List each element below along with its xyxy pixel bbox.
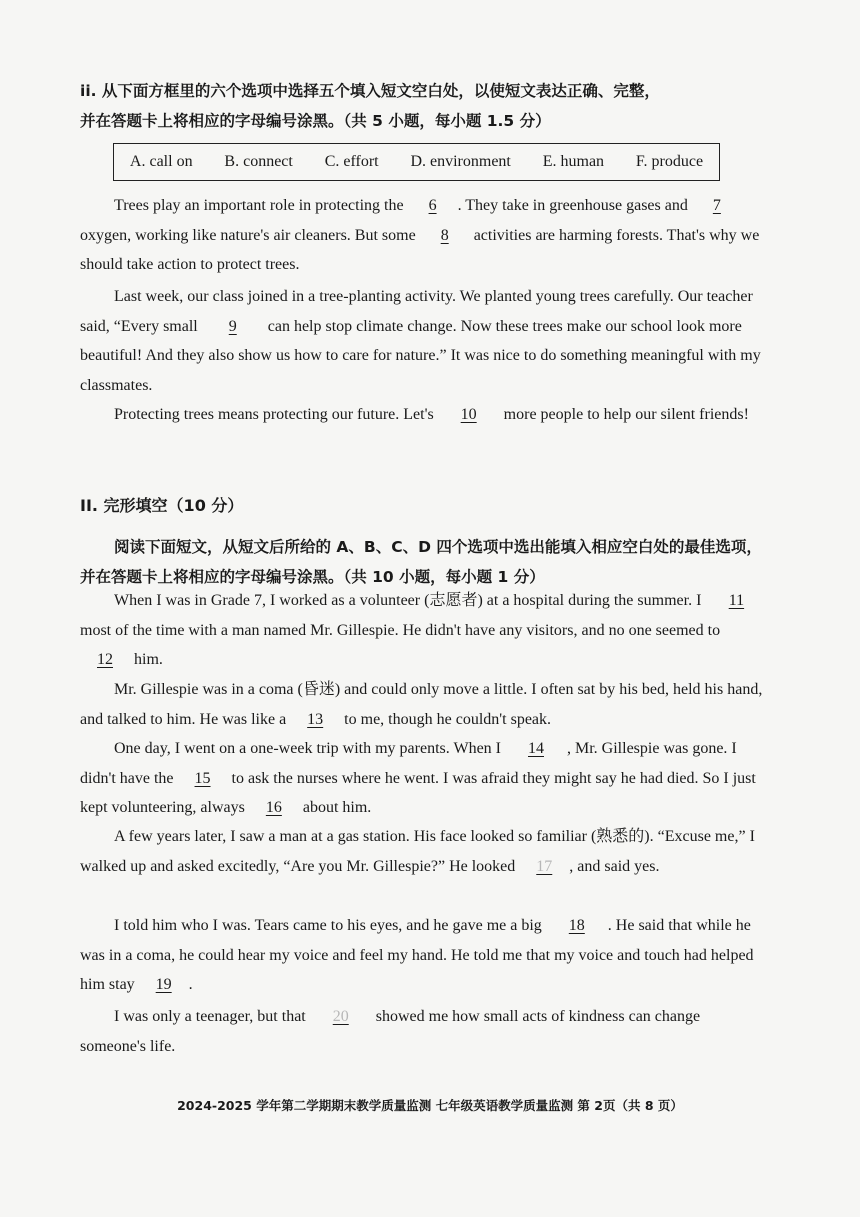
- cloze-paragraph-1: When I was in Grade 7, I worked as a volunteer (志愿者) at a hospital during the summer. I 11 most of the time with a man named Mr. Gillespie. He didn't have any visitors, and no one seemed to 12 him.: [80, 586, 770, 675]
- instruction-line-2: 并在答题卡上将相应的字母编号涂黑。（共 5 小题，每小题 1.5 分）: [80, 112, 551, 130]
- blank-13: 13: [307, 710, 324, 728]
- blank-15: 15: [194, 769, 211, 787]
- blank-9: 9: [228, 317, 237, 335]
- instruction-line-1: ii. 从下面方框里的六个选项中选择五个填入短文空白处，以使短文表达正确、完整，: [80, 82, 660, 100]
- cloze-paragraph-6: I was only a teenager, but that 20 showed me how small acts of kindness can change someone's life.: [80, 1002, 770, 1061]
- option-a: A. call on: [129, 153, 193, 170]
- cloze-paragraph-4: A few years later, I saw a man at a gas station. His face looked so familiar (熟悉的). “Excuse me,” I walked up and asked excitedly, “Are you Mr. Gillespie?” He looked 17 , and said yes.: [80, 822, 770, 881]
- passage-paragraph-1: Trees play an important role in protecting the 6 . They take in greenhouse gases and 7 oxygen, working like nature's air cleaners. But some 8 activities are harming forests. That's why we should take action to protect trees.: [80, 191, 770, 280]
- option-c: C. effort: [324, 153, 379, 170]
- blank-10: 10: [460, 406, 477, 423]
- option-d: D. environment: [410, 153, 511, 170]
- blank-19: 19: [155, 976, 172, 993]
- blank-20: 20: [332, 1008, 349, 1025]
- blank-18: 18: [568, 917, 585, 934]
- option-b: B. connect: [224, 153, 293, 170]
- section-2-title: II. 完形填空（10 分）: [80, 496, 244, 515]
- cloze-paragraph-3: One day, I went on a one-week trip with my parents. When I 14 , Mr. Gillespie was gone. I didn't have the 15 to ask the nurses where he went. I was afraid they might say he had died. So I just kept volunteering, always 16 about him.: [80, 734, 770, 823]
- blank-14: 14: [528, 740, 544, 757]
- part-ii-instruction: [80, 76, 770, 136]
- option-f: F. produce: [635, 153, 704, 170]
- blank-17: 17: [536, 857, 553, 875]
- blank-7: 7: [712, 197, 721, 214]
- passage-paragraph-3: Protecting trees means protecting our future. Let's 10 more people to help our silent friends!: [80, 400, 770, 430]
- blank-8: 8: [440, 226, 449, 244]
- cloze-paragraph-2: Mr. Gillespie was in a coma (昏迷) and could only move a little. I often sat by his bed, held his hand, and talked to him. He was like a 13 to me, though he couldn't speak.: [80, 675, 770, 734]
- page-footer: 2024-2025 学年第二学期期末教学质量监测 七年级英语教学质量监测 第 2页（共 8 页）: [177, 1098, 683, 1113]
- blank-12: 12: [97, 651, 113, 668]
- word-options-box: [113, 143, 720, 181]
- blank-6: 6: [428, 197, 437, 214]
- blank-16: 16: [265, 799, 282, 816]
- section-2-instruction: 阅读下面短文，从短文后所给的 A、B、C、D 四个选项中选出能填入相应空白处的最佳选项，并在答题卡上将相应的字母编号涂黑。（共 10 小题，每小题 1 分）: [80, 538, 762, 586]
- option-e: E. human: [542, 153, 605, 170]
- blank-11: 11: [728, 592, 745, 609]
- cloze-paragraph-5: I told him who I was. Tears came to his eyes, and he gave me a big 18 . He said that while he was in a coma, he could hear my voice and feel my hand. He told me that my voice and touch had helped him stay 19 .: [80, 911, 770, 1000]
- passage-paragraph-2: Last week, our class joined in a tree-planting activity. We planted young trees carefully. Our teacher said, “Every small 9 can help stop climate change. Now these trees make our school look more beautiful! And they also show us how to care for nature.” It was nice to do something meaningful with my classmates.: [80, 288, 761, 394]
